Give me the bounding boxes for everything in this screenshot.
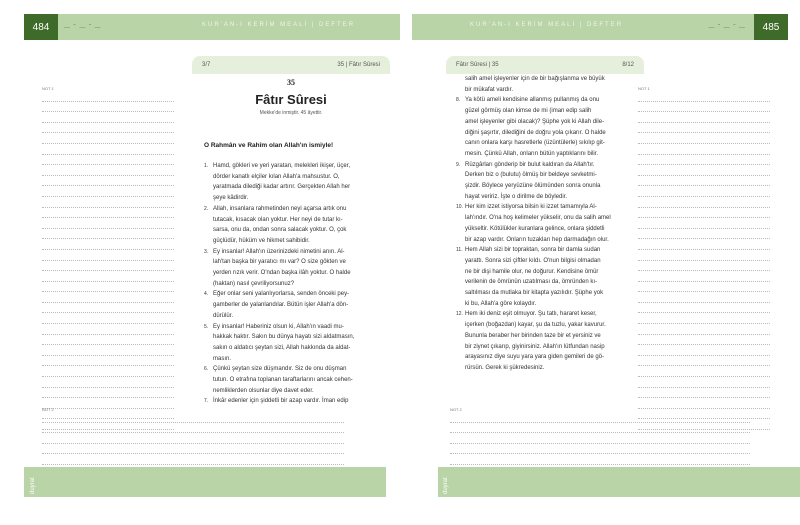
right-series-title: KUR'AN-I KERİM MEALİ | DEFTER — [470, 22, 624, 28]
verse-line: verilenin de ömrünün uzatılması da, ömründen kı- — [465, 279, 598, 286]
verse-number: 6. — [204, 366, 209, 373]
right-verses — [456, 74, 638, 374]
verse-text — [465, 202, 638, 245]
note-line — [638, 366, 770, 377]
verse-line: yarattı. Sonra sizi çiftler kıldı. O'nun bilgisi olmadan — [465, 257, 601, 264]
verse-number: 11. — [456, 247, 463, 254]
verse-number: 10. — [456, 204, 463, 211]
verse-line: yerden rızık verir. O'ndan başka ilâh yoktur. O halde — [213, 270, 351, 277]
verse — [456, 245, 638, 309]
verse — [204, 289, 386, 321]
verse — [204, 247, 386, 290]
verse-line: İnkâr edenler için şiddetli bir azap vardır. İman edip — [213, 398, 349, 405]
verse-line: Ya kötü ameli kendisine allanmış pullanmış da onu — [465, 97, 600, 104]
verse — [204, 161, 386, 204]
verse-line: Hem Allah sizi bir topraktan, sonra bir damla sudan — [465, 247, 601, 254]
note-line — [42, 388, 174, 399]
note-line — [450, 412, 750, 423]
verse-line: güçlüdür, hüküm ve hikmet sahibidir. — [213, 237, 310, 244]
verse — [456, 309, 638, 373]
verse-line: sakın o aldatıcı şeytan sizi, Allah hakkında da aldat- — [213, 344, 351, 351]
note-line — [638, 313, 770, 324]
note-line — [42, 324, 174, 335]
verse — [204, 396, 386, 407]
note-line — [42, 444, 344, 455]
note-line — [42, 303, 174, 314]
verse-line: Derken biz o (bulutu) ölmüş bir beldeye sevketmi- — [465, 172, 597, 179]
note-line — [638, 218, 770, 229]
verse-text — [213, 396, 386, 407]
note-line — [42, 186, 174, 197]
surah-title: Fâtır Sûresi — [255, 92, 327, 107]
note-line — [638, 356, 770, 367]
verse-text — [213, 161, 386, 204]
verse — [204, 364, 386, 396]
verse-line: masın. — [213, 355, 232, 362]
verse-line: hayat veririz. İşte o dirilme de böyledir. — [465, 193, 568, 200]
verse — [456, 95, 638, 159]
verse-line: canın onlara karşı hasretlerle (üzüntülerle) sıkılıp git- — [465, 140, 605, 147]
left-content-card — [192, 56, 390, 405]
verse-text — [213, 247, 386, 290]
note-line — [638, 345, 770, 356]
note-line — [42, 112, 174, 123]
note-line — [42, 91, 174, 102]
verse-text — [465, 309, 638, 373]
right-side-label: duyrat — [443, 477, 449, 494]
note-line — [42, 335, 174, 346]
left-card-header-right: 35 | Fâtır Sûresi — [337, 62, 380, 68]
left-series-title: KUR'AN-I KERİM MEALİ | DEFTER — [202, 22, 356, 28]
verse-text — [213, 204, 386, 247]
note-line — [42, 165, 174, 176]
note-line — [638, 335, 770, 346]
verse-text — [213, 364, 386, 396]
note-line — [450, 433, 750, 444]
verse-line: ki bu, Allah'a göre kolaydır. — [465, 300, 537, 307]
left-note2-label: NOT 2 — [42, 407, 54, 412]
verse — [204, 322, 386, 365]
note-line — [42, 313, 174, 324]
verse-line: (haktan) nasıl çevriliyorsunuz? — [213, 280, 295, 287]
verse-line: bir ziynet çıkarıp, giyinirsiniz. Allah'ın lütfundan nasip — [465, 343, 605, 350]
note-line — [42, 155, 174, 166]
note-line — [638, 91, 770, 102]
note-line — [638, 271, 770, 282]
note-line — [42, 176, 174, 187]
verse-line: şeye kâdirdir. — [213, 195, 249, 202]
note-line — [450, 454, 750, 465]
continuation-line — [456, 85, 638, 96]
note-line — [42, 377, 174, 388]
note-line — [638, 261, 770, 272]
verse-number: 3. — [204, 248, 209, 255]
left-note1-label: NOT 1 — [42, 86, 54, 91]
note-line — [638, 112, 770, 123]
verse-line: Hamd, gökleri ve yeri yaratan, melekleri ikişer, üçer, — [213, 163, 351, 169]
verse-line: bir mükafat vardır. — [465, 86, 514, 93]
note-line — [638, 102, 770, 113]
verse-line: Hem iki deniz eşit olmuyor. Şu tatlı, hararet keser, — [465, 311, 597, 318]
verse-line: Allah, insanlara rahmetinden neyi açarsa artık onu — [213, 205, 347, 212]
verse-line: Bununla beraber her birinden taze bir et yersiniz ve — [465, 332, 601, 339]
verse-line: dürülür. — [213, 312, 234, 319]
verse-text — [465, 95, 638, 159]
verse-line: nemliklerden olsunlar diye davet eder. — [213, 387, 314, 394]
verse-text — [213, 322, 386, 365]
right-note2-label: NOT 2 — [450, 407, 462, 412]
surah-subtitle: Mekke'de inmiştir. 45 âyettir. — [259, 110, 323, 116]
note-line — [450, 444, 750, 455]
verse-line: Rüzgârları gönderip bir bulut kaldıran da Allah'tır. — [465, 161, 595, 168]
left-deco-ornament: — ˜ — ˜ — — [64, 25, 102, 31]
verse-line: amel işleyenler gibi olacak)? Şüphe yok ki Allah dile- — [465, 118, 605, 125]
right-deco-ornament: — ˜ — ˜ — — [708, 25, 746, 31]
verse-number: 8. — [456, 97, 461, 104]
right-card-header — [446, 56, 644, 74]
left-notes-area — [42, 86, 174, 430]
note-line — [42, 423, 344, 434]
verse — [456, 202, 638, 245]
note-line — [42, 229, 174, 240]
right-page-number: 485 — [754, 14, 788, 40]
verse-line: yükseltir. Kötülükler kuranlara gelince, onlara şiddetli — [465, 225, 605, 232]
note-line — [42, 239, 174, 250]
note-line — [638, 165, 770, 176]
note-line — [42, 412, 344, 423]
note-line — [450, 423, 750, 434]
note-line — [42, 433, 344, 444]
note-line — [638, 176, 770, 187]
verse-text — [213, 289, 386, 321]
verse-line: Çünkü şeytan size düşmandır. Siz de onu düşman — [213, 366, 347, 373]
verse — [204, 204, 386, 247]
verse-number: 12. — [456, 311, 463, 318]
verse-line: gamberler de yalanlandılar. Bütün işler Allah'a dön- — [213, 302, 349, 309]
verse-line: Eğer onlar seni yalanlıyorlarsa, senden önceki pey- — [213, 291, 350, 298]
note-line — [42, 454, 344, 465]
note-line — [638, 282, 770, 293]
left-note2-area — [42, 407, 344, 465]
verse — [456, 160, 638, 203]
note-line — [638, 197, 770, 208]
verse-text — [465, 160, 638, 203]
note-line — [638, 303, 770, 314]
note-line — [42, 261, 174, 272]
verse-line: mesin. Çünkü Allah, onların bütün yaptıklarını bilir. — [465, 150, 599, 157]
note-line — [638, 388, 770, 399]
right-card-header-left: Fâtır Sûresi | 35 — [456, 62, 499, 68]
note-line — [638, 155, 770, 166]
basmala: O Rahmân ve Rahîm olan Allah'ın ismiyle! — [204, 142, 334, 149]
verse-number: 1. — [204, 163, 209, 169]
note-line — [638, 377, 770, 388]
verse-text — [465, 245, 638, 309]
surah-number: 35 — [287, 78, 295, 87]
note-line — [638, 123, 770, 134]
verse-number: 9. — [456, 161, 461, 168]
left-verses — [204, 161, 386, 407]
note-line — [42, 218, 174, 229]
right-note1-label: NOT 1 — [638, 86, 650, 91]
note-line — [42, 292, 174, 303]
note-line — [42, 356, 174, 367]
verse-line: Ey insanlar! Allah'ın üzerinizdeki nimetini anın. Al- — [213, 248, 345, 255]
note-line — [42, 123, 174, 134]
note-line — [42, 133, 174, 144]
left-bottom-band — [24, 467, 386, 497]
right-bottom-band — [438, 467, 800, 497]
note-line — [42, 282, 174, 293]
note-line — [42, 102, 174, 113]
verse-line: Ey insanlar! Haberiniz olsun ki, Allah'ın vaadi mu- — [213, 323, 344, 330]
note-line — [42, 271, 174, 282]
verse-line: salih amel işleyenler için de bir bağışlanma ve büyük — [465, 76, 605, 82]
left-card-header — [192, 56, 390, 74]
note-line — [638, 292, 770, 303]
book-spread — [12, 14, 788, 511]
verse-line: güzel görmüş olan kimse de mi (iman edip salih — [465, 108, 592, 115]
verse-line: diğini şaşırtır, dilediğini de doğru yola çıkarır. O halde — [465, 129, 606, 136]
verse-line: tutun. O etrafına toplanan taraftarlarını ancak cehen- — [213, 377, 353, 384]
note-line — [638, 250, 770, 261]
note-line — [638, 144, 770, 155]
verse-line: hakkak haktır. Sakın bu dünya hayatı sizi aldatmasın, — [213, 334, 355, 341]
right-note2-area — [450, 407, 750, 465]
verse-line: Her kim izzet istiyorsa bilsin ki izzet tamamıyla Al- — [465, 204, 597, 211]
note-line — [42, 345, 174, 356]
verse-line: şizdir. Böylece yeryüzüne ölümünden sonra onunla — [465, 183, 601, 190]
verse-line: lah'tan başka bir yaratıcı mı var? O size gökten ve — [213, 259, 346, 266]
verse-line: yaratmada dilediği kadar artırır. Gerçekten Allah her — [213, 184, 351, 191]
note-line — [638, 186, 770, 197]
verse-number: 5. — [204, 323, 209, 330]
left-page — [24, 14, 400, 511]
verse-line: tutacak, kısacak olan yoktur. Her neyi de tutar kı- — [213, 216, 343, 223]
note-line — [42, 250, 174, 261]
note-line — [638, 324, 770, 335]
verse-line: bir azap vardır. Onların tuzakları hep darmadağın olur. — [465, 236, 609, 243]
left-card-header-left: 3/7 — [202, 62, 211, 68]
note-line — [42, 366, 174, 377]
verse-number: 4. — [204, 291, 209, 298]
verse-line: lah'ındır. O'na hoş kelimeler yükselir, onu da salih amel — [465, 215, 611, 222]
verse-line: arayasınız diye suyu yara yara giden gemileri de gö- — [465, 354, 605, 361]
verse-number: 7. — [204, 398, 209, 405]
verse-line: dörder kanatlı elçiler kılan Allah'a mahsustur. O, — [213, 173, 340, 180]
note-line — [638, 208, 770, 219]
note-line — [638, 239, 770, 250]
left-page-number: 484 — [24, 14, 58, 40]
verse-line: içerken (boğazdan) kayar, şu da tuzlu, yakar kavurur. — [465, 322, 606, 329]
note-line — [638, 229, 770, 240]
continuation-line — [456, 74, 638, 85]
right-card-header-right: 8/12 — [622, 62, 634, 68]
note-line — [638, 133, 770, 144]
left-side-label: duyrat — [30, 477, 36, 494]
note-line — [42, 197, 174, 208]
right-notes-area — [638, 86, 770, 430]
note-line — [42, 208, 174, 219]
right-page — [412, 14, 788, 511]
verse-line: ne bir dişi hamile olur, ne doğurur. Kendisine ömür — [465, 268, 599, 275]
verse-line: saltılması da mutlaka bir kitapta yazılıdır. Şüphe yok — [465, 290, 604, 297]
verse-line: sarsa, onu da, ondan sonra salacak yoktur. O, çok — [213, 227, 347, 234]
verse-line: rürsün. Gerek ki şükredesiniz. — [465, 364, 545, 371]
verse-number: 2. — [204, 205, 209, 212]
note-line — [42, 144, 174, 155]
